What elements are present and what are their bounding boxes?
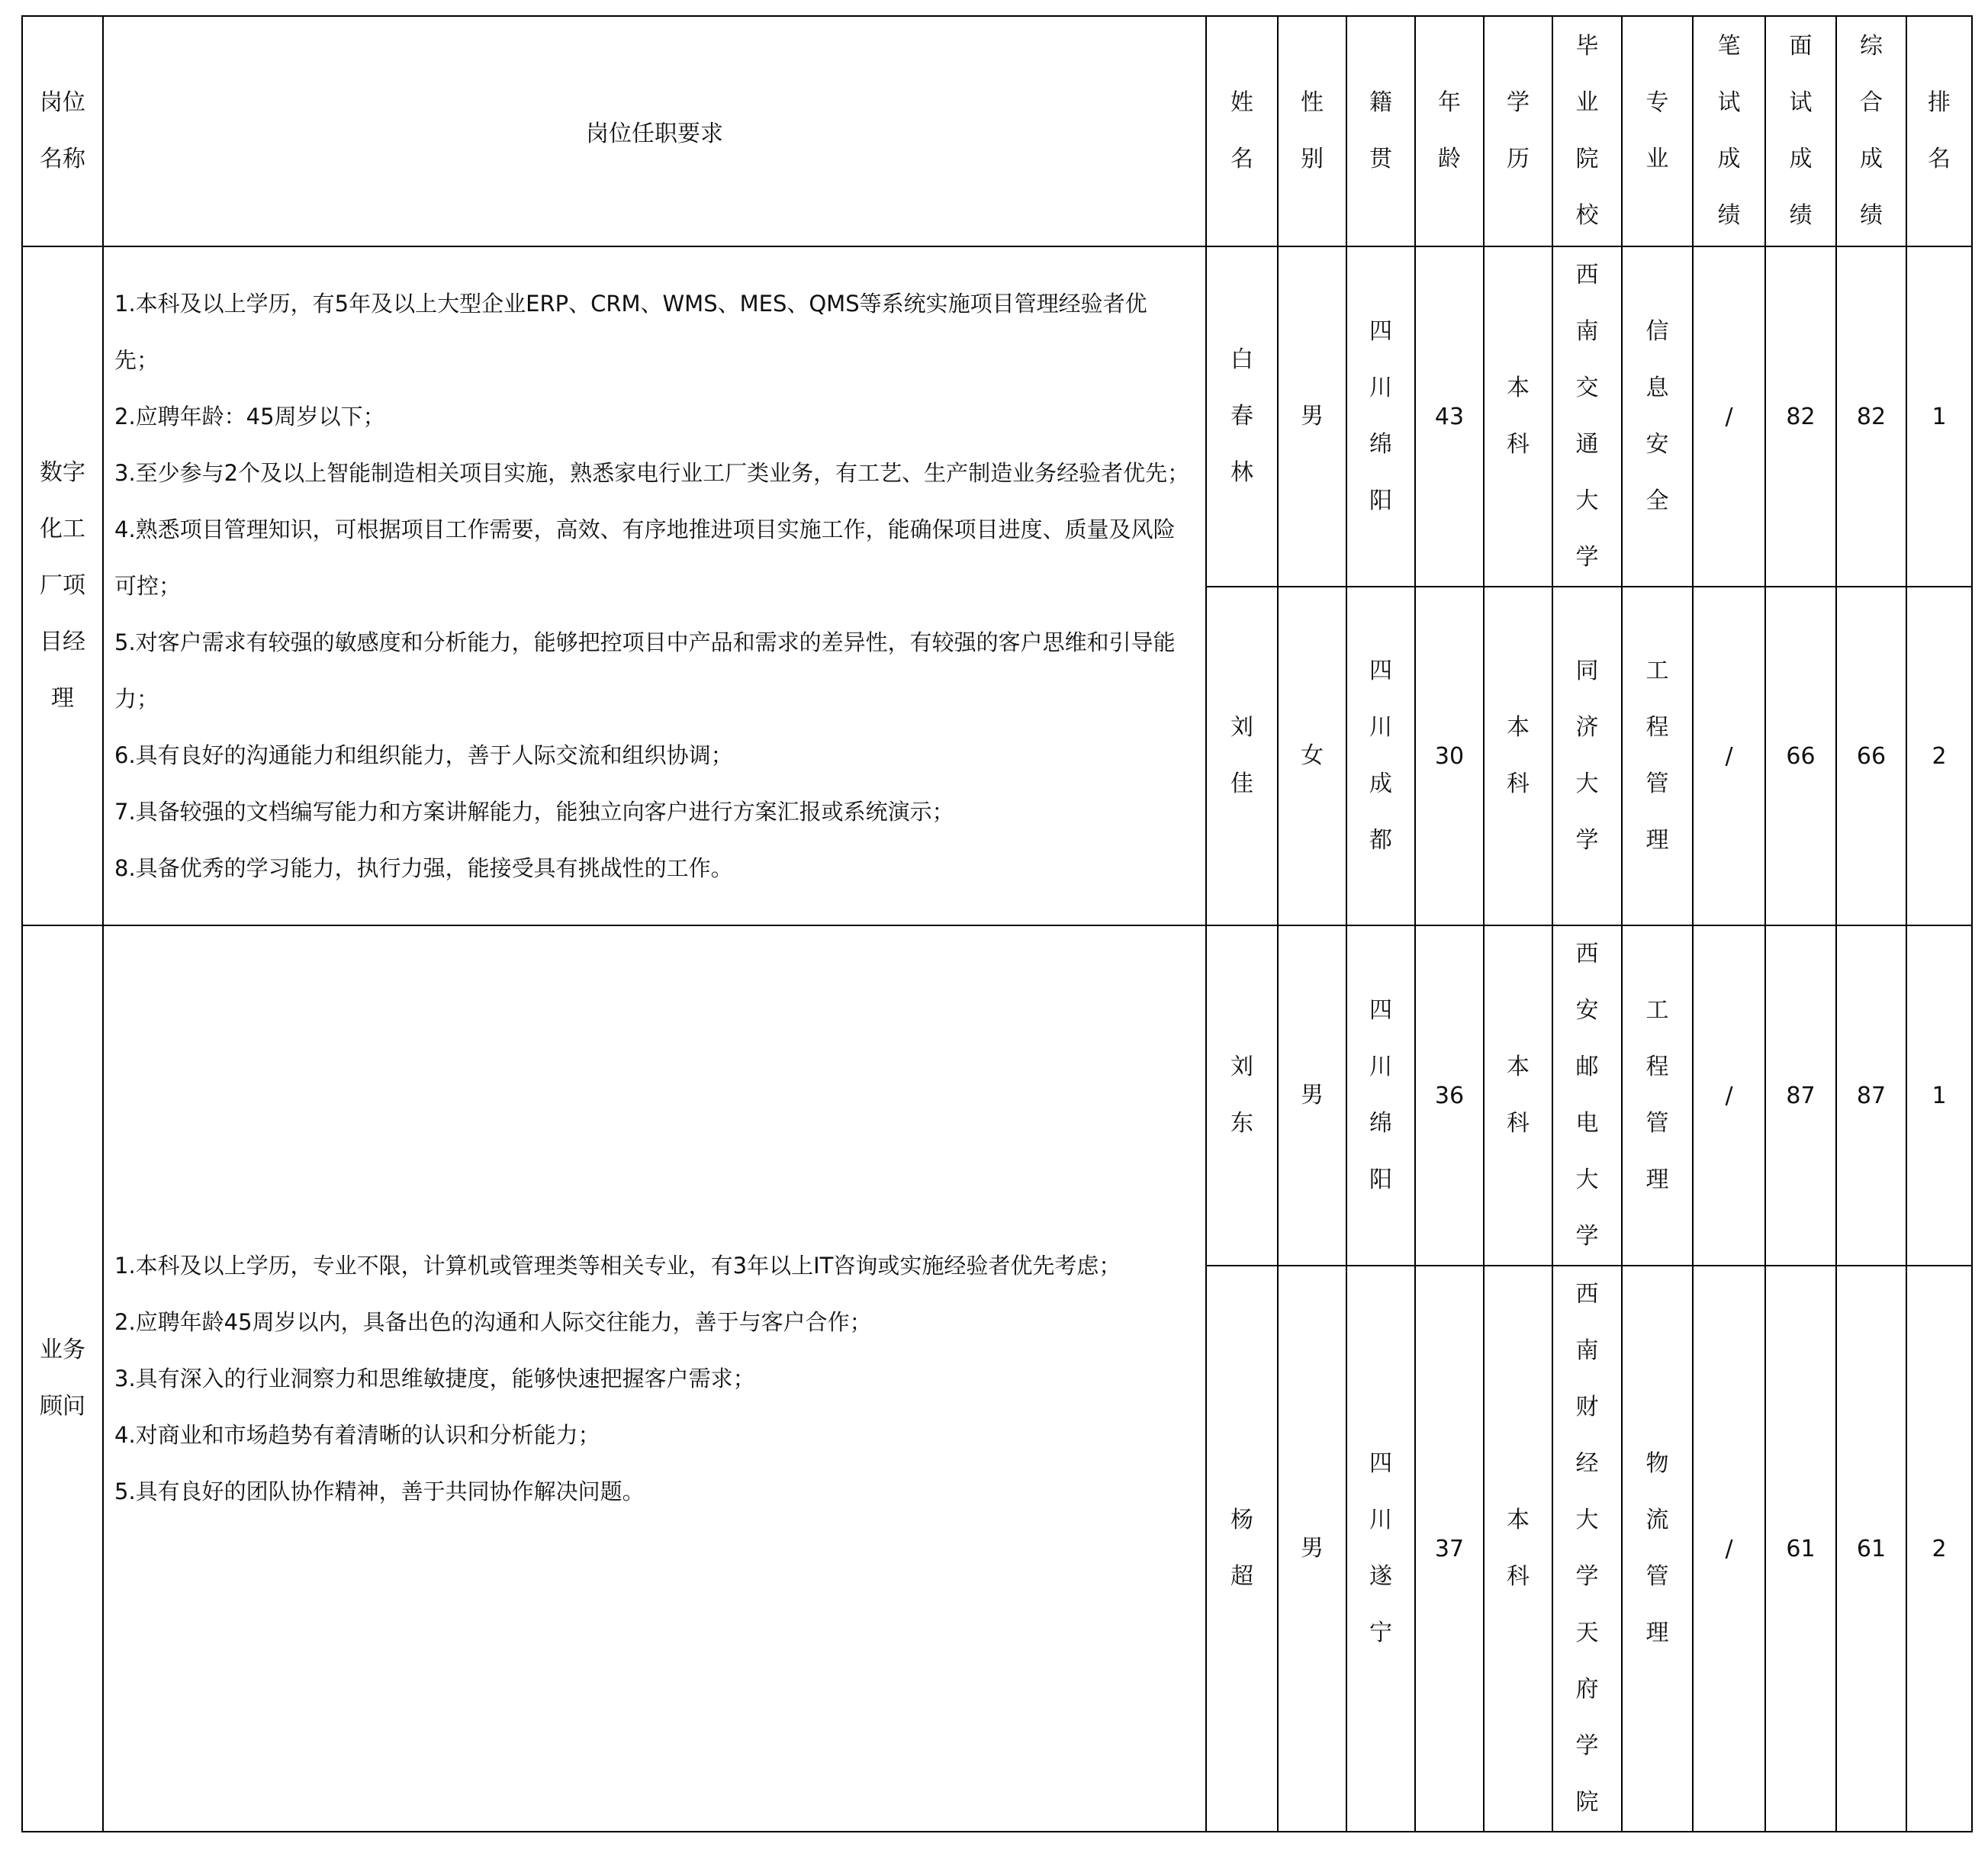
candidate-hometown: 四川遂宁 xyxy=(1346,1266,1415,1832)
candidate-gender: 男 xyxy=(1278,1266,1346,1832)
requirement-item: 5.具有良好的团队协作精神，善于共同协作解决问题。 xyxy=(114,1478,645,1504)
header-total-score: 综合成绩 xyxy=(1836,16,1906,246)
candidate-interview-score: 82 xyxy=(1765,246,1836,587)
candidate-school: 西南交通大学 xyxy=(1552,246,1622,587)
header-rank: 排名 xyxy=(1906,16,1972,246)
candidate-interview-score: 61 xyxy=(1765,1266,1836,1832)
header-interview-score: 面试成绩 xyxy=(1765,16,1836,246)
candidate-total-score: 82 xyxy=(1836,246,1906,587)
requirements-cell xyxy=(103,246,1206,925)
candidate-interview-score: 87 xyxy=(1765,925,1836,1266)
requirement-item: 3.具有深入的行业洞察力和思维敏捷度，能够快速把握客户需求； xyxy=(114,1366,755,1392)
candidate-age: 43 xyxy=(1415,246,1484,587)
candidate-interview-score: 66 xyxy=(1765,587,1836,925)
candidate-gender: 男 xyxy=(1278,246,1346,587)
header-gender: 性别 xyxy=(1278,16,1346,246)
candidate-name: 杨超 xyxy=(1206,1266,1278,1832)
position-title-cell: 数字化工厂项目经理 xyxy=(22,246,103,925)
candidate-school: 西南财经大学天府学院 xyxy=(1552,1266,1622,1832)
candidate-major: 信息安全 xyxy=(1622,246,1693,587)
header-written-score: 笔试成绩 xyxy=(1693,16,1765,246)
candidate-written-score: / xyxy=(1693,925,1765,1266)
header-age: 年龄 xyxy=(1415,16,1484,246)
candidate-total-score: 61 xyxy=(1836,1266,1906,1832)
requirement-item: 7.具备较强的文档编写能力和方案讲解能力，能独立向客户进行方案汇报或系统演示； xyxy=(114,799,954,825)
candidate-school: 同济大学 xyxy=(1552,587,1622,925)
requirement-item: 2.应聘年龄45周岁以内，具备出色的沟通和人际交往能力，善于与客户合作； xyxy=(114,1309,872,1335)
requirement-item: 3.至少参与2个及以上智能制造相关项目实施，熟悉家电行业工厂类业务，有工艺、生产制造业务经验者优先； xyxy=(114,460,1190,486)
position-title-cell: 业务顾问 xyxy=(22,925,103,1832)
header-requirements: 岗位任职要求 xyxy=(103,16,1206,246)
requirements-cell xyxy=(103,925,1206,1832)
candidate-education: 本科 xyxy=(1484,246,1552,587)
requirement-item: 4.对商业和市场趋势有着清晰的认识和分析能力； xyxy=(114,1422,600,1448)
requirement-item: 1.本科及以上学历，专业不限，计算机或管理类等相关专业，有3年以上IT咨询或实施经验者优先考虑； xyxy=(114,1253,1121,1279)
candidate-school: 西安邮电大学 xyxy=(1552,925,1622,1266)
candidate-education: 本科 xyxy=(1484,1266,1552,1832)
table-row xyxy=(22,925,1972,1266)
requirements-list xyxy=(104,1237,1205,1520)
header-row xyxy=(22,16,1972,246)
candidate-written-score: / xyxy=(1693,1266,1765,1832)
results-table xyxy=(21,15,1973,1832)
candidate-name: 刘佳 xyxy=(1206,587,1278,925)
candidate-name: 白春林 xyxy=(1206,246,1278,587)
candidate-written-score: / xyxy=(1693,587,1765,925)
table-row xyxy=(22,246,1972,587)
candidate-age: 36 xyxy=(1415,925,1484,1266)
candidate-rank: 1 xyxy=(1906,246,1972,587)
header-education: 学历 xyxy=(1484,16,1552,246)
candidate-education: 本科 xyxy=(1484,925,1552,1266)
candidate-age: 30 xyxy=(1415,587,1484,925)
candidate-gender: 女 xyxy=(1278,587,1346,925)
header-school: 毕业院校 xyxy=(1552,16,1622,246)
header-name: 姓名 xyxy=(1206,16,1278,246)
candidate-major: 工程管理 xyxy=(1622,925,1693,1266)
candidate-major: 工程管理 xyxy=(1622,587,1693,925)
candidate-rank: 2 xyxy=(1906,1266,1972,1832)
candidate-hometown: 四川绵阳 xyxy=(1346,925,1415,1266)
candidate-gender: 男 xyxy=(1278,925,1346,1266)
candidate-total-score: 66 xyxy=(1836,587,1906,925)
candidate-education: 本科 xyxy=(1484,587,1552,925)
candidate-name: 刘东 xyxy=(1206,925,1278,1266)
candidate-major: 物流管理 xyxy=(1622,1266,1693,1832)
header-position: 岗位名称 xyxy=(22,16,103,246)
candidate-rank: 1 xyxy=(1906,925,1972,1266)
header-hometown: 籍贯 xyxy=(1346,16,1415,246)
header-major: 专业 xyxy=(1622,16,1693,246)
candidate-hometown: 四川成都 xyxy=(1346,587,1415,925)
requirements-list xyxy=(104,275,1205,896)
requirement-item: 8.具备优秀的学习能力，执行力强，能接受具有挑战性的工作。 xyxy=(114,855,733,881)
requirement-item: 2.应聘年龄：45周岁以下； xyxy=(114,404,385,430)
candidate-total-score: 87 xyxy=(1836,925,1906,1266)
requirement-item: 6.具有良好的沟通能力和组织能力，善于人际交流和组织协调； xyxy=(114,742,733,768)
requirement-item: 5.对客户需求有较强的敏感度和分析能力，能够把控项目中产品和需求的差异性，有较强的客户思维和引导能力； xyxy=(114,629,1176,712)
requirement-item: 4.熟悉项目管理知识，可根据项目工作需要，高效、有序地推进项目实施工作，能确保项目进度、质量及风险可控； xyxy=(114,516,1176,599)
requirement-item: 1.本科及以上学历，有5年及以上大型企业ERP、CRM、WMS、MES、QMS等系统实施项目管理经验者优先； xyxy=(114,291,1147,373)
candidate-rank: 2 xyxy=(1906,587,1972,925)
candidate-written-score: / xyxy=(1693,246,1765,587)
candidate-age: 37 xyxy=(1415,1266,1484,1832)
candidate-hometown: 四川绵阳 xyxy=(1346,246,1415,587)
